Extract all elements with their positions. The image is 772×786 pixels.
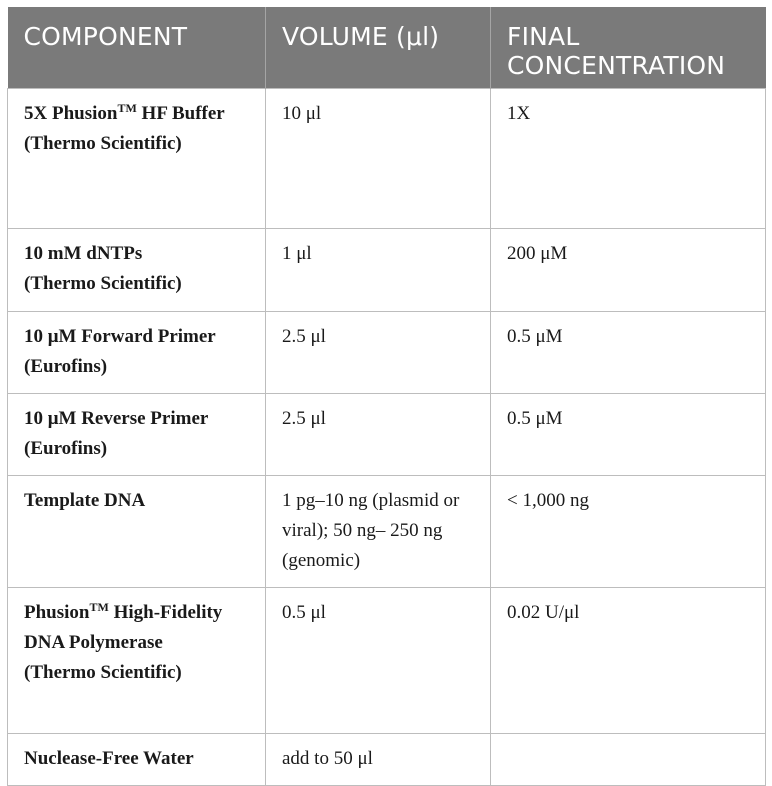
- final-concentration-cell: 0.02 U/μl: [491, 588, 766, 734]
- table-row: [8, 476, 766, 588]
- volume-cell: 1 μl: [266, 229, 491, 312]
- reagent-table-container: [7, 7, 765, 786]
- header-component: COMPONENT: [8, 7, 266, 89]
- component-cell: Nuclease-Free Water: [8, 734, 266, 786]
- header-final-line2: CONCENTRATION: [507, 51, 726, 80]
- table-row: [8, 734, 766, 786]
- component-cell: 10 mM dNTPs (Thermo Scientific): [8, 229, 266, 312]
- component-cell: Template DNA: [8, 476, 266, 588]
- volume-cell: add to 50 μl: [266, 734, 491, 786]
- header-final-concentration: [491, 7, 766, 89]
- table-row: [8, 89, 766, 229]
- final-concentration-cell: 0.5 μM: [491, 394, 766, 476]
- pcr-reaction-table: [7, 7, 766, 786]
- volume-cell: 10 μl: [266, 89, 491, 229]
- final-concentration-cell: [491, 734, 766, 786]
- volume-cell: 1 pg–10 ng (plasmid or viral); 50 ng– 250 ng (genomic): [266, 476, 491, 588]
- header-volume: VOLUME (μl): [266, 7, 491, 89]
- component-cell: Phusion™ High-Fidelity DNA Polymerase (Thermo Scientific): [8, 588, 266, 734]
- component-cell: 10 μM Reverse Primer (Eurofins): [8, 394, 266, 476]
- final-concentration-cell: 1X: [491, 89, 766, 229]
- volume-cell: 0.5 μl: [266, 588, 491, 734]
- final-concentration-cell: 0.5 μM: [491, 312, 766, 394]
- volume-cell: 2.5 μl: [266, 312, 491, 394]
- component-cell: 10 μM Forward Primer (Eurofins): [8, 312, 266, 394]
- table-header-row: [8, 7, 766, 89]
- header-final-line1: FINAL: [507, 22, 580, 51]
- table-row: [8, 312, 766, 394]
- final-concentration-cell: 200 μM: [491, 229, 766, 312]
- volume-cell: 2.5 μl: [266, 394, 491, 476]
- component-cell: 5X Phusion™ HF Buffer (Thermo Scientific): [8, 89, 266, 229]
- table-row: [8, 229, 766, 312]
- table-row: [8, 588, 766, 734]
- table-row: [8, 394, 766, 476]
- final-concentration-cell: < 1,000 ng: [491, 476, 766, 588]
